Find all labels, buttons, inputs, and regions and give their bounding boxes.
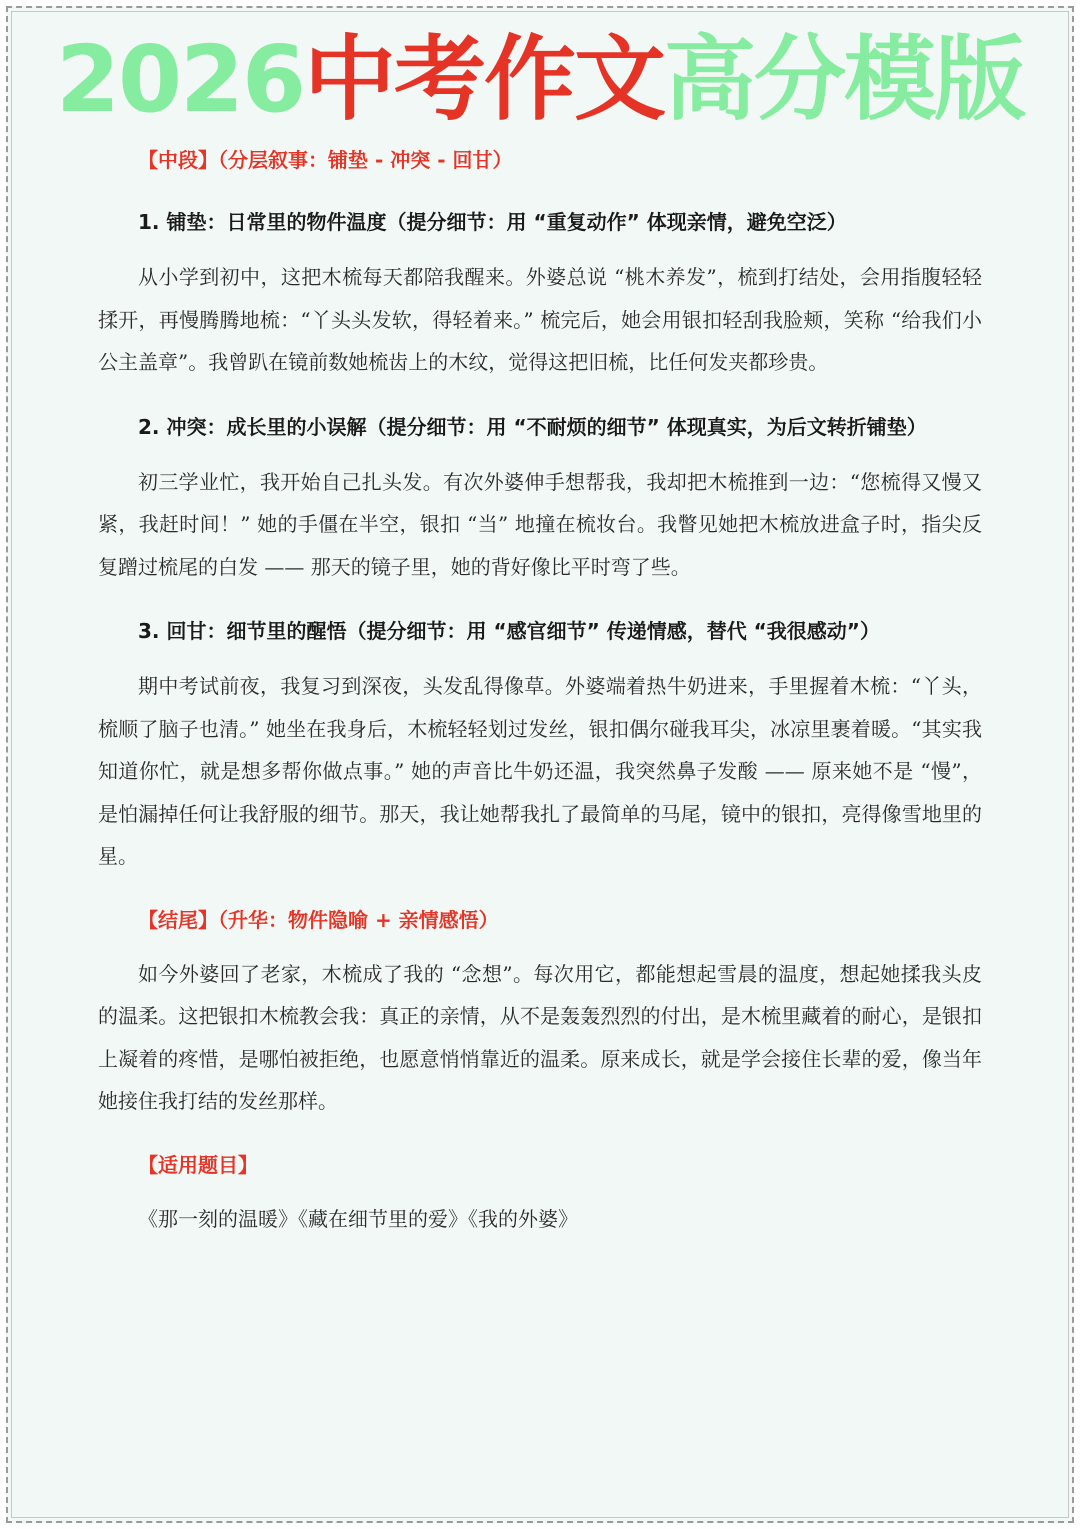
ending-section-heading: 【结尾】（升华：物件隐喻 + 亲情感悟） — [138, 907, 499, 932]
subsection-2-paragraph: 初三学业忙，我开始自己扎头发。有次外婆伸手想帮我，我却把木梳推到一边：“您梳得又慢又紧，我赶时间！” 她的手僵在半空，银扣 “当” 地撞在梳妆台。我瞥见她把木梳放进盒子时，指尖反复蹭过梳尾的白发 —— 那天的镜子里，她的背好像比平时弯了些。 — [98, 469, 982, 579]
page-title — [0, 22, 1080, 138]
applicable-titles: 《那一刻的温暖》《藏在细节里的爱》《我的外婆》 — [138, 1206, 578, 1231]
middle-section-heading: 【中段】（分层叙事：铺垫 - 冲突 - 回甘） — [138, 148, 513, 172]
subsection-2-heading: 2. 冲突：成长里的小误解（提分细节：用 “不耐烦的细节” 体现真实，为后文转折铺垫） — [138, 414, 927, 439]
document-body — [98, 140, 982, 1240]
subsection-3-heading: 3. 回甘：细节里的醒悟（提分细节：用 “感官细节” 传递情感，替代 “我很感动”） — [138, 619, 880, 643]
subsection-1-heading: 1. 铺垫：日常里的物件温度（提分细节：用 “重复动作” 体现亲情，避免空泛） — [138, 210, 847, 234]
ending-paragraph: 如今外婆回了老家，木梳成了我的 “念想”。每次用它，都能想起雪晨的温度，想起她揉我头皮的温柔。这把银扣木梳教会我：真正的亲情，从不是轰轰烈烈的付出，是木梳里藏着的耐心，是银扣上凝着的疼惜，是哪怕被拒绝，也愿意悄悄靠近的温柔。原来成长，就是学会接住长辈的爱，像当年她接住我打结的发丝那样。 — [98, 961, 982, 1113]
subsection-3-paragraph: 期中考试前夜，我复习到深夜，头发乱得像草。外婆端着热牛奶进来，手里握着木梳：“丫头，梳顺了脑子也清。” 她坐在我身后，木梳轻轻划过发丝，银扣偶尔碰我耳尖，冰凉里裹着暖。“其实我知道你忙，就是想多帮你做点事。” 她的声音比牛奶还温，我突然鼻子发酸 —— 原来她不是 “慢”，是怕漏掉任何让我舒服的细节。那天，我让她帮我扎了最简单的马尾，镜中的银扣，亮得像雪地里的星。 — [98, 674, 982, 868]
title-year: 2026 — [55, 26, 305, 133]
subsection-1-paragraph: 从小学到初中，这把木梳每天都陪我醒来。外婆总说 “桃木养发”，梳到打结处，会用指腹轻轻揉开，再慢腾腾地梳：“丫头头发软，得轻着来。” 梳完后，她会用银扣轻刮我脸颊，笑称 “给我们小公主盖章”。我曾趴在镜前数她梳齿上的木纹，觉得这把旧梳，比任何发夹都珍贵。 — [98, 265, 982, 374]
title-green-part: 高分模版 — [664, 26, 1025, 133]
title-red-part: 中考作文 — [304, 26, 665, 133]
topics-section-heading: 【适用题目】 — [138, 1152, 258, 1177]
